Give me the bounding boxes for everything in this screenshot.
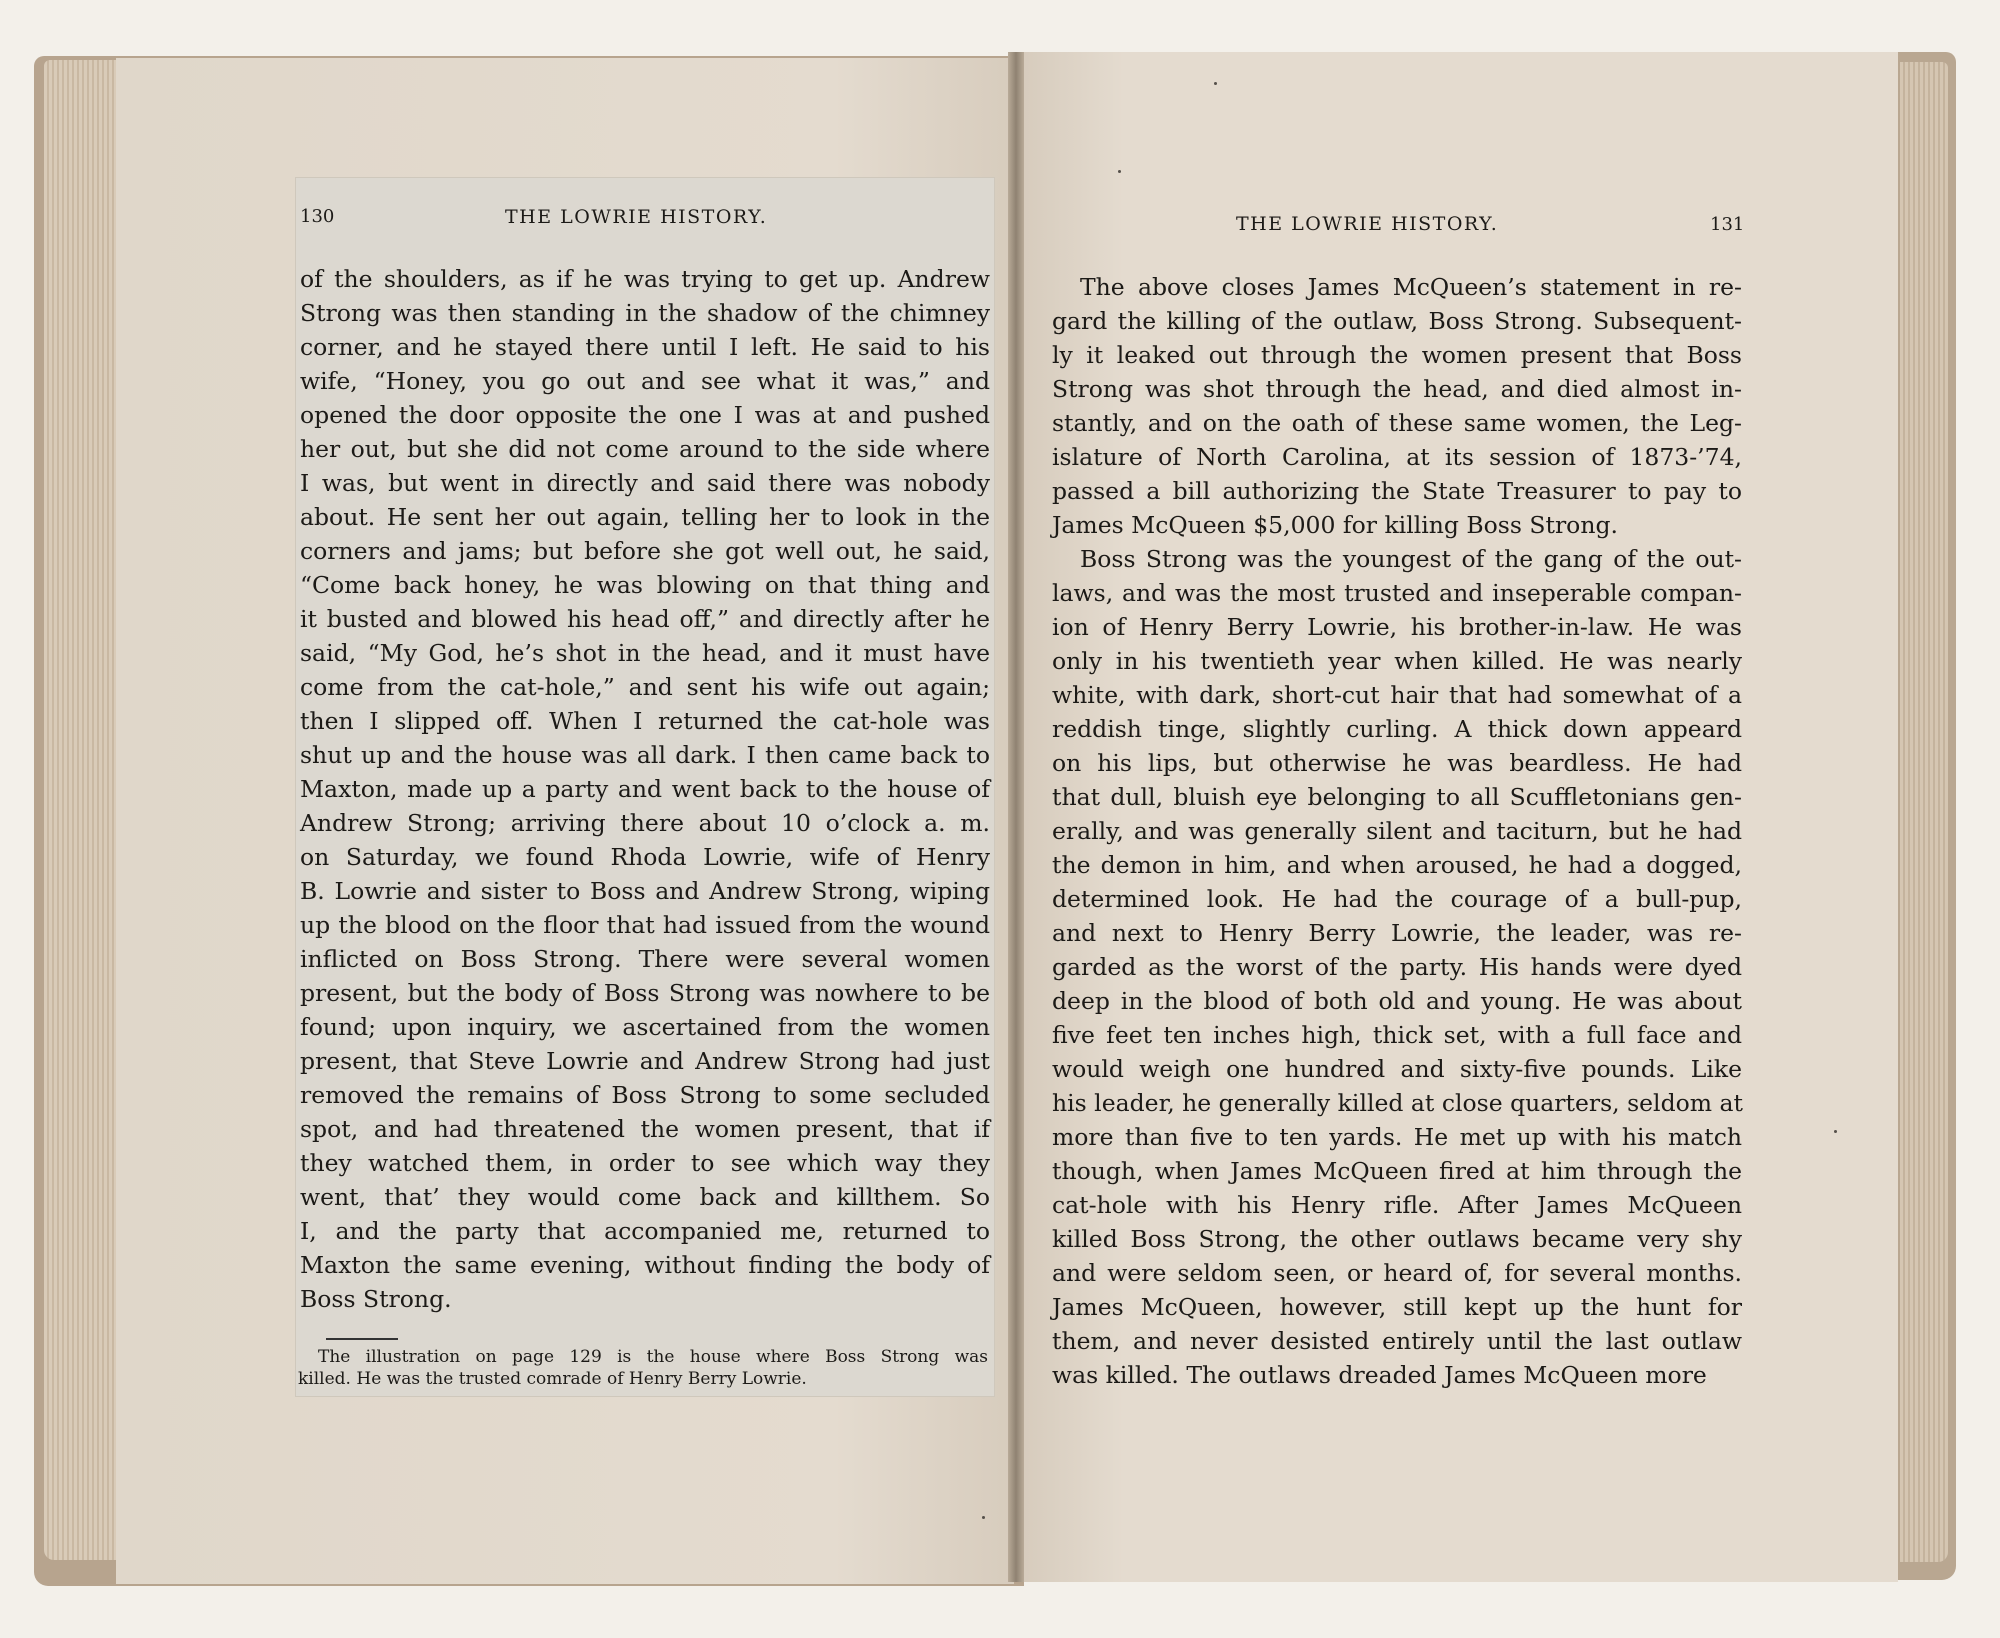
footnote-line: killed. He was the trusted comrade of Henry Berry Lowrie. <box>298 1369 807 1389</box>
paper-speck <box>1118 170 1121 173</box>
text-line: present, but the body of Boss Strong was nowhere to be <box>300 979 990 1007</box>
text-line: “Come back honey, he was blowing on that thing and <box>300 571 990 599</box>
text-line: corners and jams; but before she got well out, he said, <box>300 537 990 565</box>
text-line: come from the cat-hole,” and sent his wife out again; <box>300 673 990 701</box>
book-gutter <box>1008 52 1024 1582</box>
text-line: shut up and the house was all dark. I then came back to <box>300 741 990 769</box>
paper-speck <box>982 1516 985 1519</box>
text-line: Strong was shot through the head, and died almost in- <box>1052 375 1742 403</box>
text-line: it busted and blowed his head off,” and directly after he <box>300 605 990 633</box>
text-line: Maxton, made up a party and went back to the house of <box>300 775 990 803</box>
text-line: Maxton the same evening, without finding the body of <box>300 1251 990 1279</box>
text-line: only in his twentieth year when killed. He was nearly <box>1052 647 1742 675</box>
text-line: and were seldom seen, or heard of, for several months. <box>1052 1259 1742 1287</box>
text-line: deep in the blood of both old and young. He was about <box>1052 987 1742 1015</box>
text-line: I, and the party that accompanied me, returned to <box>300 1217 990 1245</box>
text-line: gard the killing of the outlaw, Boss Strong. Subsequent- <box>1052 307 1742 335</box>
text-line: B. Lowrie and sister to Boss and Andrew Strong, wiping <box>300 877 990 905</box>
text-line: opened the door opposite the one I was at and pushed <box>300 401 990 429</box>
left-running-head: THE LOWRIE HISTORY. <box>505 206 768 228</box>
text-line: went, that’ they would come back and killthem. So <box>300 1183 990 1211</box>
text-line: cat-hole with his Henry rifle. After James McQueen <box>1052 1191 1742 1219</box>
text-line: white, with dark, short-cut hair that had somewhat of a <box>1052 681 1742 709</box>
text-line: about. He sent her out again, telling her to look in the <box>300 503 990 531</box>
text-line: wife, “Honey, you go out and see what it was,” and <box>300 367 990 395</box>
text-line: killed Boss Strong, the other outlaws became very shy <box>1052 1225 1742 1253</box>
text-line: and next to Henry Berry Lowrie, the leader, was re- <box>1052 919 1742 947</box>
text-line: Boss Strong. <box>300 1285 452 1313</box>
left-footnote <box>298 1346 988 1390</box>
left-page-number: 130 <box>300 206 335 227</box>
left-page-text <box>300 262 990 1316</box>
right-page-text <box>1052 270 1742 1392</box>
paper-speck <box>1214 82 1217 85</box>
text-line: spot, and had threatened the women present, that if <box>300 1115 990 1143</box>
text-line: determined look. He had the courage of a bull-pup, <box>1052 885 1742 913</box>
text-line: James McQueen, however, still kept up the hunt for <box>1052 1293 1742 1321</box>
text-line: they watched them, in order to see which way they <box>300 1149 990 1177</box>
text-line: up the blood on the floor that had issued from the wound <box>300 911 990 939</box>
text-line: of the shoulders, as if he was trying to get up. Andrew <box>300 265 990 293</box>
text-line: would weigh one hundred and sixty-five pounds. Like <box>1052 1055 1742 1083</box>
text-line: James McQueen $5,000 for killing Boss Strong. <box>1052 511 1618 539</box>
text-line: his leader, he generally killed at close quarters, seldom at <box>1052 1089 1743 1117</box>
text-line: Boss Strong was the youngest of the gang of the out- <box>1080 545 1742 573</box>
text-line: ly it leaked out through the women present that Boss <box>1052 341 1742 369</box>
text-line: stantly, and on the oath of these same women, the Leg- <box>1052 409 1742 437</box>
text-line: the demon in him, and when aroused, he had a dogged, <box>1052 851 1742 879</box>
text-line: Andrew Strong; arriving there about 10 o’clock a. m. <box>300 809 990 837</box>
text-line: erally, and was generally silent and taciturn, but he had <box>1052 817 1742 845</box>
paper-speck <box>1834 1130 1837 1133</box>
text-line: garded as the worst of the party. His hands were dyed <box>1052 953 1742 981</box>
page-edges-right <box>1900 62 1948 1562</box>
text-line: laws, and was the most trusted and inseperable compan- <box>1052 579 1742 607</box>
footnote-rule <box>326 1338 398 1340</box>
text-line: found; upon inquiry, we ascertained from the women <box>300 1013 990 1041</box>
text-line: I was, but went in directly and said there was nobody <box>300 469 990 497</box>
text-line: ion of Henry Berry Lowrie, his brother-in-law. He was <box>1052 613 1742 641</box>
text-line: present, that Steve Lowrie and Andrew Strong had just <box>300 1047 990 1075</box>
text-line: passed a bill authorizing the State Treasurer to pay to <box>1052 477 1742 505</box>
text-line: five feet ten inches high, thick set, with a full face and <box>1052 1021 1742 1049</box>
text-line: The above closes James McQueen’s statement in re- <box>1080 273 1742 301</box>
text-line: Strong was then standing in the shadow of the chimney <box>300 299 990 327</box>
text-line: inflicted on Boss Strong. There were several women <box>300 945 990 973</box>
text-line: that dull, bluish eye belonging to all Scuffletonians gen- <box>1052 783 1742 811</box>
text-line: was killed. The outlaws dreaded James McQueen more <box>1052 1361 1707 1389</box>
page-edges-left <box>44 60 124 1560</box>
text-line: removed the remains of Boss Strong to some secluded <box>300 1081 990 1109</box>
text-line: them, and never desisted entirely until the last outlaw <box>1052 1327 1742 1355</box>
text-line: on Saturday, we found Rhoda Lowrie, wife of Henry <box>300 843 990 871</box>
text-line: islature of North Carolina, at its session of 1873-’74, <box>1052 443 1742 471</box>
right-page-number: 131 <box>1710 214 1745 235</box>
text-line: her out, but she did not come around to the side where <box>300 435 990 463</box>
text-line: more than five to ten yards. He met up with his match <box>1052 1123 1742 1151</box>
text-line: on his lips, but otherwise he was beardless. He had <box>1052 749 1742 777</box>
text-line: corner, and he stayed there until I left. He said to his <box>300 333 990 361</box>
text-line: then I slipped off. When I returned the cat-hole was <box>300 707 990 735</box>
text-line: though, when James McQueen fired at him through the <box>1052 1157 1742 1185</box>
right-running-head: THE LOWRIE HISTORY. <box>1236 213 1499 235</box>
footnote-line: The illustration on page 129 is the house where Boss Strong was <box>318 1347 988 1367</box>
text-line: reddish tinge, slightly curling. A thick down appeard <box>1052 715 1742 743</box>
text-line: said, “My God, he’s shot in the head, and it must have <box>300 639 990 667</box>
